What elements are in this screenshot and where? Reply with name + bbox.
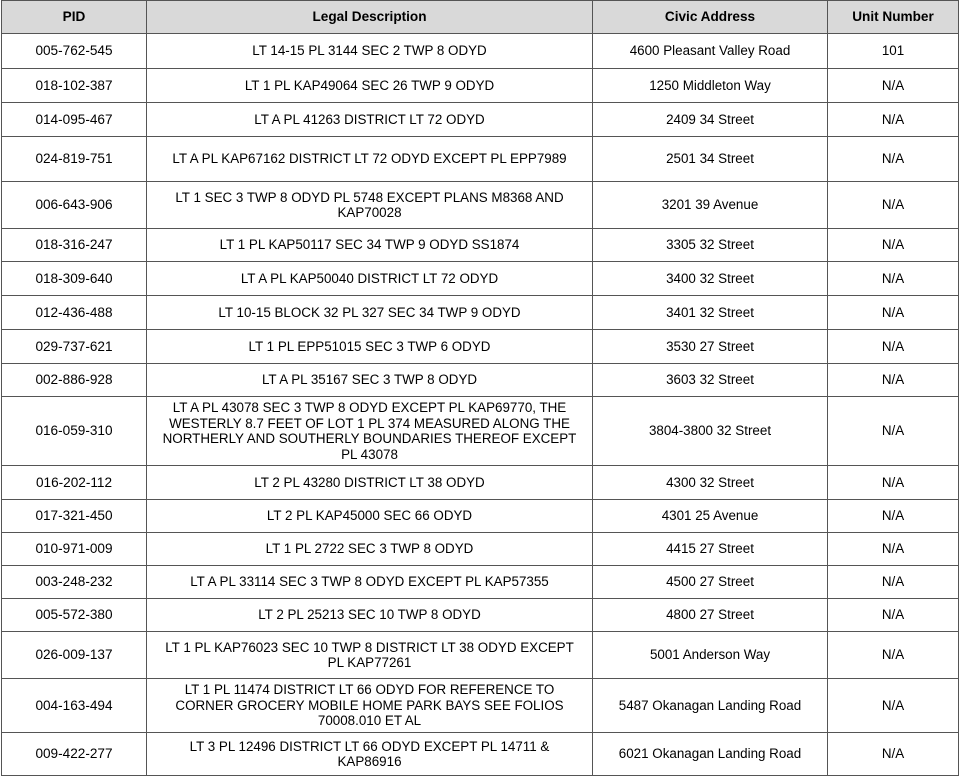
legal-description-cell: LT A PL 43078 SEC 3 TWP 8 ODYD EXCEPT PL KAP69770, THE WESTERLY 8.7 FEET OF LOT 1 PL 374 MEASURED ALONG THE NORTHERLY AND SOUTHERLY BOUNDARIES THEREOF EXCEPT PL 43078 [147, 397, 593, 466]
unit-number-cell: 101 [828, 34, 959, 69]
legal-description-cell: LT 1 PL EPP51015 SEC 3 TWP 6 ODYD [147, 330, 593, 364]
table-row [2, 296, 959, 330]
unit-number-cell: N/A [828, 566, 959, 599]
civic-address-cell: 2501 34 Street [593, 137, 828, 182]
pid-cell: 010-971-009 [2, 533, 147, 566]
pid-cell: 005-572-380 [2, 599, 147, 632]
legal-description-cell: LT 2 PL 25213 SEC 10 TWP 8 ODYD [147, 599, 593, 632]
unit-number-cell: N/A [828, 679, 959, 733]
pid-cell: 018-102-387 [2, 69, 147, 103]
civic-address-cell: 3305 32 Street [593, 229, 828, 262]
legal-description-cell: LT A PL KAP50040 DISTRICT LT 72 ODYD [147, 262, 593, 296]
unit-number-cell: N/A [828, 182, 959, 229]
table-row [2, 69, 959, 103]
legal-description-cell: LT A PL 35167 SEC 3 TWP 8 ODYD [147, 364, 593, 397]
table-row [2, 733, 959, 776]
legal-description-cell: LT A PL 41263 DISTRICT LT 72 ODYD [147, 103, 593, 137]
pid-cell: 006-643-906 [2, 182, 147, 229]
unit-number-cell: N/A [828, 466, 959, 500]
table-row [2, 533, 959, 566]
table-row [2, 466, 959, 500]
civic-address-cell: 5001 Anderson Way [593, 632, 828, 679]
pid-cell: 018-309-640 [2, 262, 147, 296]
civic-address-cell: 4415 27 Street [593, 533, 828, 566]
pid-cell: 026-009-137 [2, 632, 147, 679]
unit-number-cell: N/A [828, 500, 959, 533]
civic-address-cell: 4500 27 Street [593, 566, 828, 599]
civic-address-cell: 3400 32 Street [593, 262, 828, 296]
legal-description-cell: LT 14-15 PL 3144 SEC 2 TWP 8 ODYD [147, 34, 593, 69]
pid-cell: 009-422-277 [2, 733, 147, 776]
header-civic-address: Civic Address [593, 1, 828, 34]
civic-address-cell: 3401 32 Street [593, 296, 828, 330]
table-row [2, 364, 959, 397]
pid-cell: 018-316-247 [2, 229, 147, 262]
header-unit-number: Unit Number [828, 1, 959, 34]
unit-number-cell: N/A [828, 69, 959, 103]
pid-cell: 024-819-751 [2, 137, 147, 182]
header-row [2, 1, 959, 34]
legal-description-cell: LT 3 PL 12496 DISTRICT LT 66 ODYD EXCEPT PL 14711 & KAP86916 [147, 733, 593, 776]
table-row [2, 229, 959, 262]
table-row [2, 137, 959, 182]
legal-description-cell: LT 1 PL 2722 SEC 3 TWP 8 ODYD [147, 533, 593, 566]
pid-cell: 017-321-450 [2, 500, 147, 533]
property-table [1, 0, 959, 776]
pid-cell: 002-886-928 [2, 364, 147, 397]
legal-description-cell: LT 1 PL KAP49064 SEC 26 TWP 9 ODYD [147, 69, 593, 103]
table-row [2, 632, 959, 679]
civic-address-cell: 3530 27 Street [593, 330, 828, 364]
legal-description-cell: LT 2 PL 43280 DISTRICT LT 38 ODYD [147, 466, 593, 500]
unit-number-cell: N/A [828, 397, 959, 466]
civic-address-cell: 5487 Okanagan Landing Road [593, 679, 828, 733]
legal-description-cell: LT 2 PL KAP45000 SEC 66 ODYD [147, 500, 593, 533]
civic-address-cell: 4600 Pleasant Valley Road [593, 34, 828, 69]
pid-cell: 012-436-488 [2, 296, 147, 330]
table-row [2, 34, 959, 69]
table-row [2, 566, 959, 599]
pid-cell: 016-202-112 [2, 466, 147, 500]
pid-cell: 029-737-621 [2, 330, 147, 364]
unit-number-cell: N/A [828, 296, 959, 330]
civic-address-cell: 1250 Middleton Way [593, 69, 828, 103]
legal-description-cell: LT A PL 33114 SEC 3 TWP 8 ODYD EXCEPT PL KAP57355 [147, 566, 593, 599]
civic-address-cell: 3201 39 Avenue [593, 182, 828, 229]
header-legal-description: Legal Description [147, 1, 593, 34]
unit-number-cell: N/A [828, 599, 959, 632]
unit-number-cell: N/A [828, 330, 959, 364]
unit-number-cell: N/A [828, 733, 959, 776]
unit-number-cell: N/A [828, 632, 959, 679]
pid-cell: 003-248-232 [2, 566, 147, 599]
civic-address-cell: 2409 34 Street [593, 103, 828, 137]
table-body [2, 34, 959, 776]
legal-description-cell: LT A PL KAP67162 DISTRICT LT 72 ODYD EXCEPT PL EPP7989 [147, 137, 593, 182]
legal-description-cell: LT 1 PL 11474 DISTRICT LT 66 ODYD FOR REFERENCE TO CORNER GROCERY MOBILE HOME PARK BAYS SEE FOLIOS 70008.010 ET AL [147, 679, 593, 733]
table-header [2, 1, 959, 34]
unit-number-cell: N/A [828, 262, 959, 296]
civic-address-cell: 4300 32 Street [593, 466, 828, 500]
legal-description-cell: LT 1 SEC 3 TWP 8 ODYD PL 5748 EXCEPT PLANS M8368 AND KAP70028 [147, 182, 593, 229]
unit-number-cell: N/A [828, 364, 959, 397]
civic-address-cell: 3804-3800 32 Street [593, 397, 828, 466]
pid-cell: 005-762-545 [2, 34, 147, 69]
civic-address-cell: 6021 Okanagan Landing Road [593, 733, 828, 776]
legal-description-cell: LT 10-15 BLOCK 32 PL 327 SEC 34 TWP 9 ODYD [147, 296, 593, 330]
table-row [2, 262, 959, 296]
header-pid: PID [2, 1, 147, 34]
table-row [2, 330, 959, 364]
table-row [2, 182, 959, 229]
legal-description-cell: LT 1 PL KAP50117 SEC 34 TWP 9 ODYD SS1874 [147, 229, 593, 262]
civic-address-cell: 4800 27 Street [593, 599, 828, 632]
civic-address-cell: 3603 32 Street [593, 364, 828, 397]
pid-cell: 004-163-494 [2, 679, 147, 733]
unit-number-cell: N/A [828, 137, 959, 182]
pid-cell: 014-095-467 [2, 103, 147, 137]
table-row [2, 103, 959, 137]
unit-number-cell: N/A [828, 229, 959, 262]
table-row [2, 500, 959, 533]
table-row [2, 599, 959, 632]
unit-number-cell: N/A [828, 533, 959, 566]
legal-description-cell: LT 1 PL KAP76023 SEC 10 TWP 8 DISTRICT LT 38 ODYD EXCEPT PL KAP77261 [147, 632, 593, 679]
unit-number-cell: N/A [828, 103, 959, 137]
civic-address-cell: 4301 25 Avenue [593, 500, 828, 533]
table-row [2, 397, 959, 466]
table-row [2, 679, 959, 733]
pid-cell: 016-059-310 [2, 397, 147, 466]
